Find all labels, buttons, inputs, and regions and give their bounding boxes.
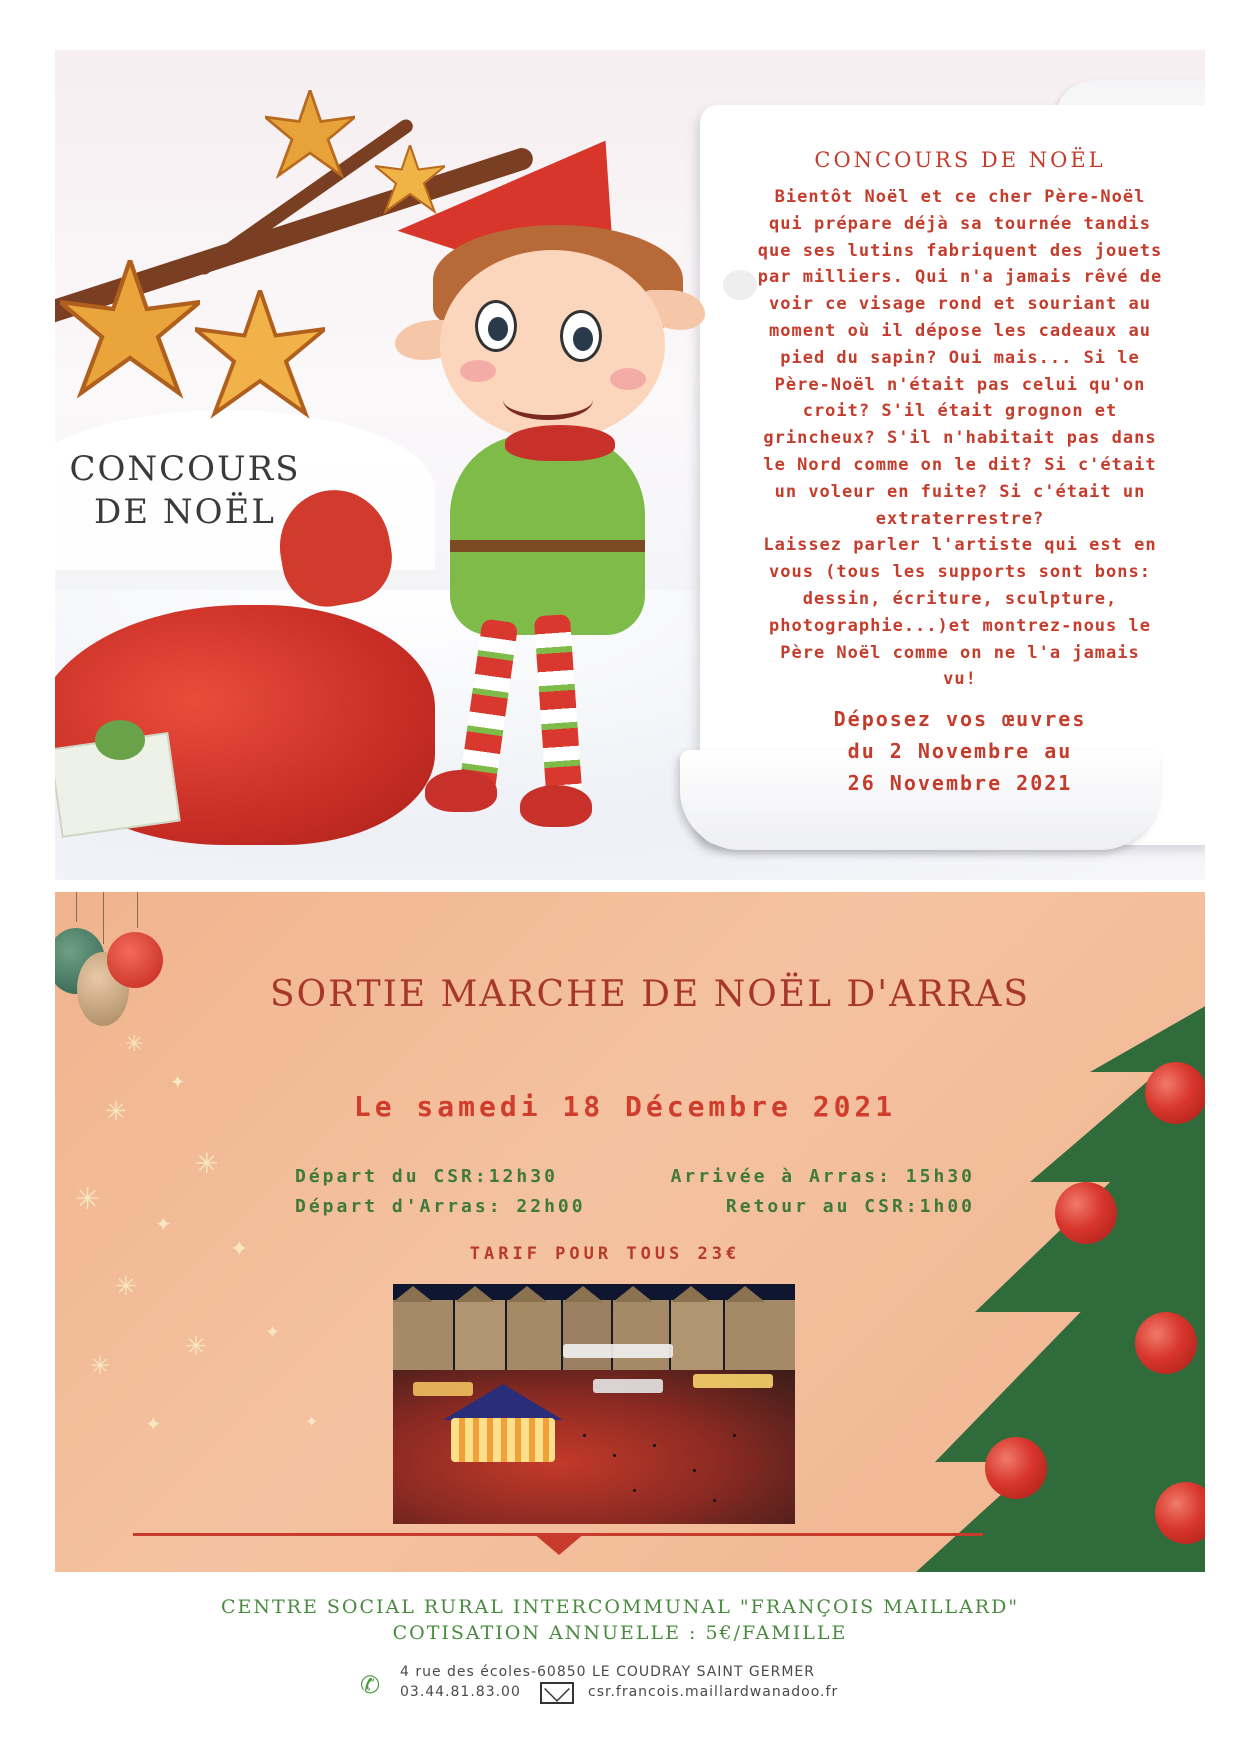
sparkle-icon: ✳ [125,1032,144,1057]
contest-line: photographie...)et montrez-nous le [769,615,1151,636]
photo-crowd [633,1489,636,1492]
side-title [55,448,325,534]
sparkle-icon: ✳ [105,1097,127,1127]
autumn-leaf-icon [195,290,325,420]
deadline-line: 26 Novembre 2021 [847,771,1073,796]
contest-text-block [720,148,1200,799]
contest-line: croit? S'il était grognon et [802,401,1118,422]
photo-building [671,1300,723,1370]
return-csr-time: Retour au CSR:1h00 [725,1196,975,1217]
contest-line: Père Noël comme on ne l'a jamais [780,642,1140,663]
side-title-line: DE NOËL [94,492,276,532]
contest-line: extraterrestre? [875,508,1045,529]
divider-arrow-icon [533,1533,585,1555]
photo-carousel [451,1418,555,1462]
contest-line: moment où il dépose les cadeaux au [769,320,1151,341]
elf-cheek [460,360,496,382]
envelope-icon [540,1682,574,1704]
photo-building [563,1300,611,1370]
elf-shoe [520,785,592,827]
sparkle-icon: ✦ [170,1072,186,1093]
departure-csr-time: Départ du CSR:12h30 [295,1166,558,1187]
ornament-string [137,892,138,928]
photo-building [393,1300,453,1370]
membership-fee: COTISATION ANNUELLE : 5€/FAMILLE [392,1622,848,1644]
market-section [55,892,1205,1572]
bauble-icon [985,1437,1047,1499]
market-title: SORTIE MARCHE DE NOËL D'ARRAS [269,974,1031,1015]
contest-line: que ses lutins fabriquent des jouets [757,240,1163,261]
ornament-string [103,892,104,944]
address: 4 rue des écoles-60850 LE COUDRAY SAINT GERMER [400,1664,815,1680]
contest-line: vu! [943,669,977,690]
elf-shoe [425,770,497,812]
contest-line: dessin, écriture, sculpture, [802,588,1118,609]
photo-crowd [733,1434,736,1437]
photo-stall [593,1379,663,1393]
photo-crowd [583,1434,586,1437]
sparkle-icon: ✦ [145,1412,162,1436]
market-date: Le samedi 18 Décembre 2021 [353,1090,897,1123]
contest-line: vous (tous les supports sont bons: [769,562,1151,583]
contest-line: par milliers. Qui n'a jamais rêvé de [757,267,1163,288]
photo-building [613,1300,669,1370]
photo-stall [563,1344,673,1358]
elf-cheek [610,368,646,390]
autumn-leaf-icon [60,260,200,400]
contest-line: Bientôt Noël et ce cher Père-Noël [774,187,1146,207]
schedule-row [295,1192,975,1222]
phone-icon: ✆ [360,1671,382,1699]
email-address[interactable]: csr.francois.maillardwanadoo.fr [588,1684,839,1700]
contest-deadline [720,703,1200,799]
deadline-line: du 2 Novembre au [847,739,1073,764]
contest-line: grincheux? S'il n'habitait pas dans [763,428,1157,449]
arras-market-photo [393,1284,795,1524]
elf-eye [560,310,602,362]
sparkle-icon: ✦ [230,1237,249,1262]
contest-line: qui prépare déjà sa tournée tandis [769,213,1151,234]
arrival-arras-time: Arrivée à Arras: 15h30 [670,1166,975,1187]
bauble-icon [1055,1182,1117,1244]
photo-crowd [653,1444,656,1447]
organization-name: CENTRE SOCIAL RURAL INTERCOMMUNAL "FRANÇOIS MAILLARD" [220,1596,1020,1618]
photo-building [725,1300,795,1370]
sparkle-icon: ✳ [195,1147,219,1180]
contest-line: le Nord comme on le dit? Si c'était [763,454,1157,475]
elf-eye [475,300,517,352]
sparkle-icon: ✳ [115,1272,137,1302]
elf-collar [505,425,615,461]
photo-carousel [443,1384,563,1420]
photo-crowd [713,1499,716,1502]
sparkle-icon: ✳ [90,1352,111,1380]
elf-tunic [450,435,645,635]
photo-crowd [693,1469,696,1472]
contest-title: CONCOURS DE NOËL [814,148,1106,172]
contest-line: un voleur en fuite? Si c'était un [774,481,1146,502]
autumn-leaf-icon [265,90,355,180]
photo-building [455,1300,505,1370]
price-label: TARIF POUR TOUS 23€ [469,1244,741,1264]
photo-stall [693,1374,773,1388]
photo-building [507,1300,561,1370]
departure-arras-time: Départ d'Arras: 22h00 [295,1196,586,1217]
trip-schedule [295,1162,975,1222]
photo-crowd [613,1454,616,1457]
ornament-string [76,892,77,922]
elf-smile [503,380,593,420]
sparkle-icon: ✳ [75,1182,101,1217]
deadline-line: Déposez vos œuvres [833,707,1087,732]
elf-belt [450,540,645,552]
sparkle-icon: ✳ [185,1332,207,1362]
sparkle-icon: ✦ [305,1412,319,1431]
contest-line: Père-Noël n'était pas celui qu'on [774,374,1146,395]
schedule-row [295,1162,975,1192]
contest-description [720,184,1200,693]
bauble-icon [1135,1312,1197,1374]
sparkle-icon: ✦ [155,1212,172,1236]
phone-number[interactable]: 03.44.81.83.00 [400,1684,521,1700]
contest-line: Laissez parler l'artiste qui est en [763,535,1157,556]
sparkle-icon: ✦ [265,1322,281,1343]
contest-line: pied du sapin? Oui mais... Si le [780,347,1140,368]
side-title-line: CONCOURS [69,449,301,489]
gift-bow [95,720,145,760]
contest-line: voir ce visage rond et souriant au [769,294,1151,315]
